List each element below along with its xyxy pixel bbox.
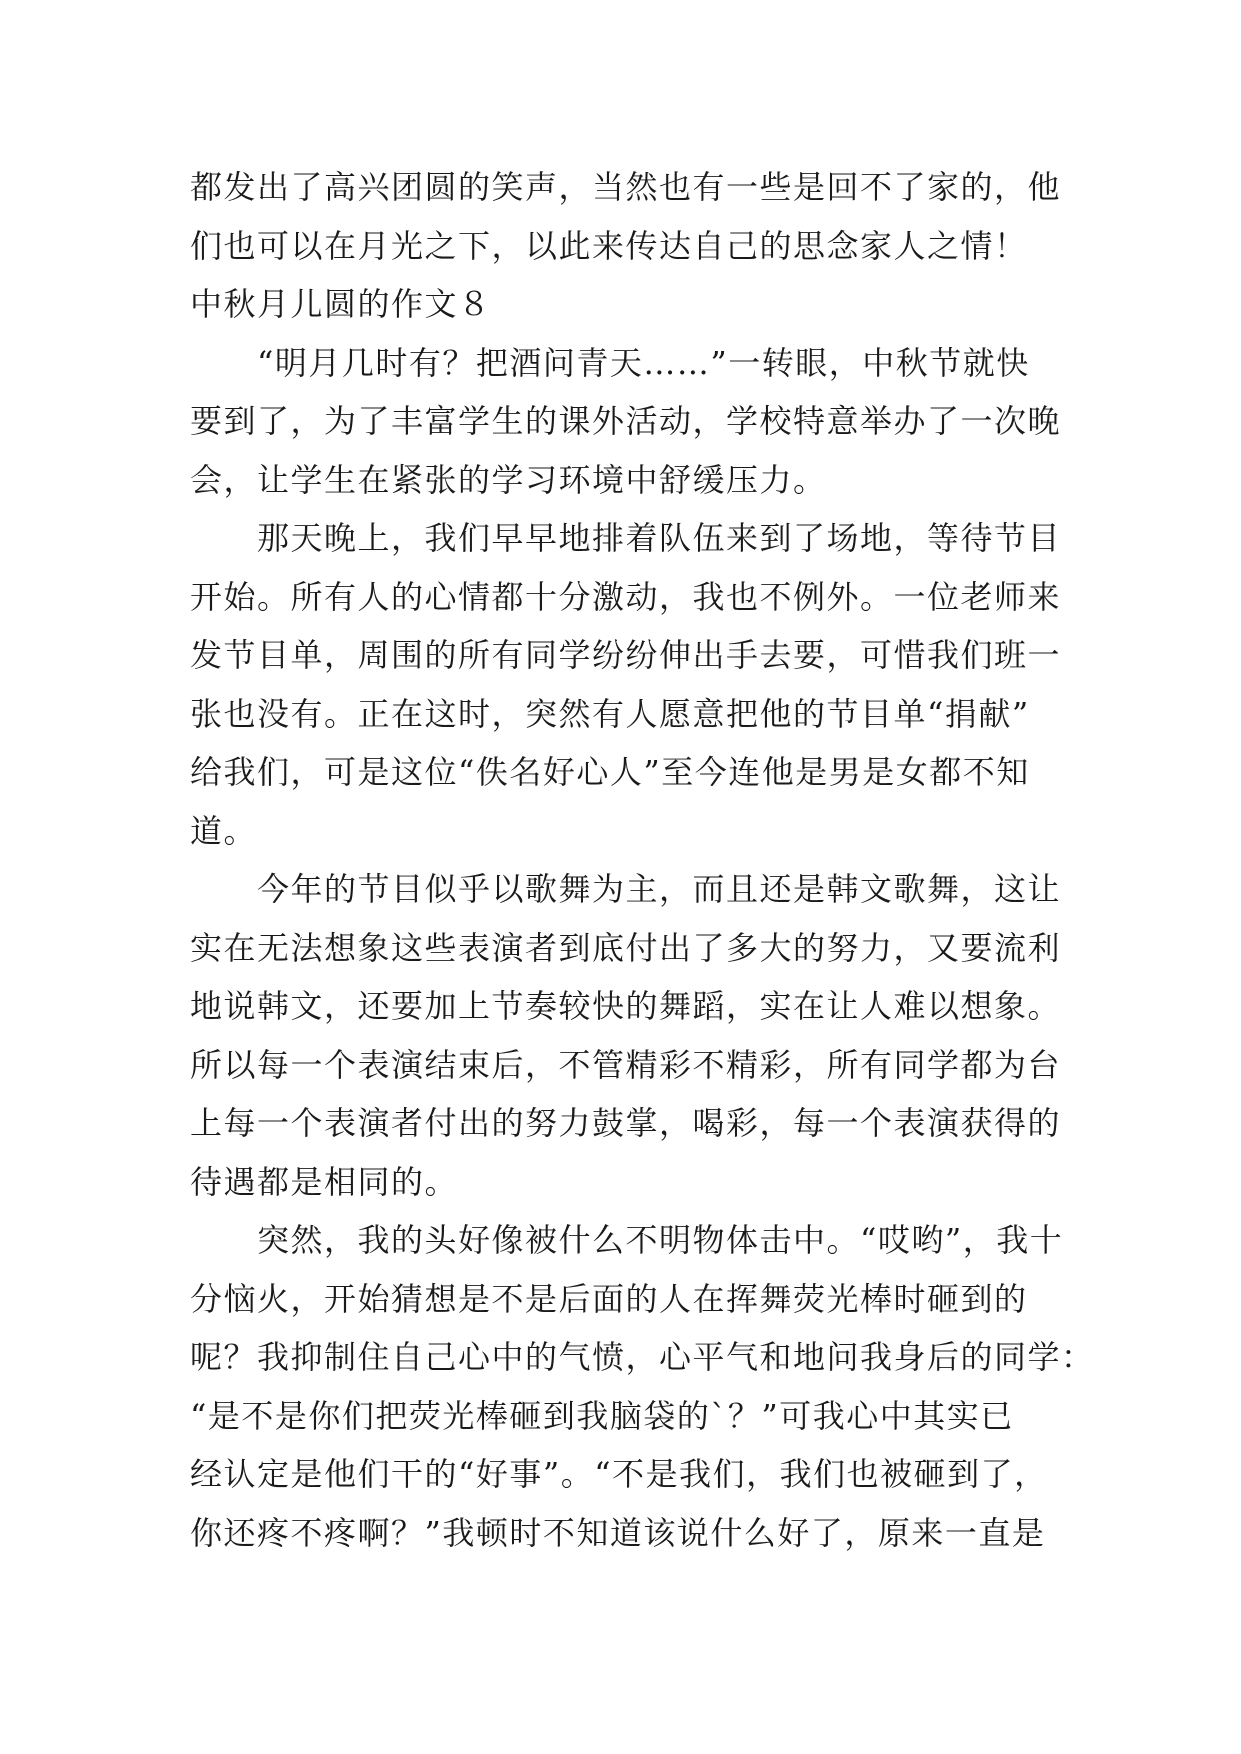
text-line: 开始。所有人的心情都十分激动，我也不例外。一位老师来	[190, 577, 1062, 616]
text-line: 上每一个表演者付出的努力鼓掌，喝彩，每一个表演获得的	[190, 1104, 1062, 1142]
text-line: 地说韩文，还要加上节奏较快的舞蹈，实在让人难以想象。	[190, 987, 1062, 1025]
text-line: 都发出了高兴团圆的笑声，当然也有一些是回不了家的，他	[190, 168, 1062, 206]
text-line: 那天晚上，我们早早地排着队伍来到了场地，等待节目	[190, 519, 1062, 557]
text-line: 们也可以在月光之下，以此来传达自己的思念家人之情！	[190, 226, 1028, 265]
text-line: 突然，我的头好像被什么不明物体击中。“哎哟”，我十	[190, 1221, 1064, 1259]
essay-heading: 中秋月儿圆的作文８	[190, 285, 492, 323]
text-line: 发节目单，周围的所有同学纷纷伸出手去要，可惜我们班一	[190, 636, 1062, 674]
text-line: “是不是你们把荧光棒砸到我脑袋的`？”可我心中其实已	[190, 1396, 1014, 1435]
text-line: 经认定是他们干的“好事”。“不是我们，我们也被砸到了，	[190, 1455, 1048, 1493]
text-line: 要到了，为了丰富学生的课外活动，学校特意举办了一次晚	[190, 402, 1062, 440]
text-line: 道。	[190, 811, 258, 850]
text-line: 你还疼不疼啊？”我顿时不知道该说什么好了，原来一直是	[190, 1513, 1046, 1552]
text-line: 实在无法想象这些表演者到底付出了多大的努力，又要流利	[190, 928, 1062, 967]
text-line: “明月几时有？把酒问青天……”一转眼，中秋节就快	[190, 343, 1030, 382]
text-line: 给我们，可是这位“佚名好心人”至今连他是男是女都不知	[190, 753, 1030, 791]
text-line: 所以每一个表演结束后，不管精彩不精彩，所有同学都为台	[190, 1045, 1062, 1084]
text-line: 会，让学生在紧张的学习环境中舒缓压力。	[190, 460, 827, 499]
text-line: 分恼火，开始猜想是不是后面的人在挥舞荧光棒时砸到的	[190, 1279, 1028, 1318]
text-line: 今年的节目似乎以歌舞为主，而且还是韩文歌舞，这让	[190, 870, 1062, 908]
essay-text	[190, 158, 1095, 1562]
text-line: 呢？我抑制住自己心中的气愤，心平气和地问我身后的同学：	[190, 1338, 1095, 1376]
text-line: 张也没有。正在这时，突然有人愿意把他的节目单“捐献”	[190, 694, 1030, 733]
text-line: 待遇都是相同的。	[190, 1162, 459, 1201]
